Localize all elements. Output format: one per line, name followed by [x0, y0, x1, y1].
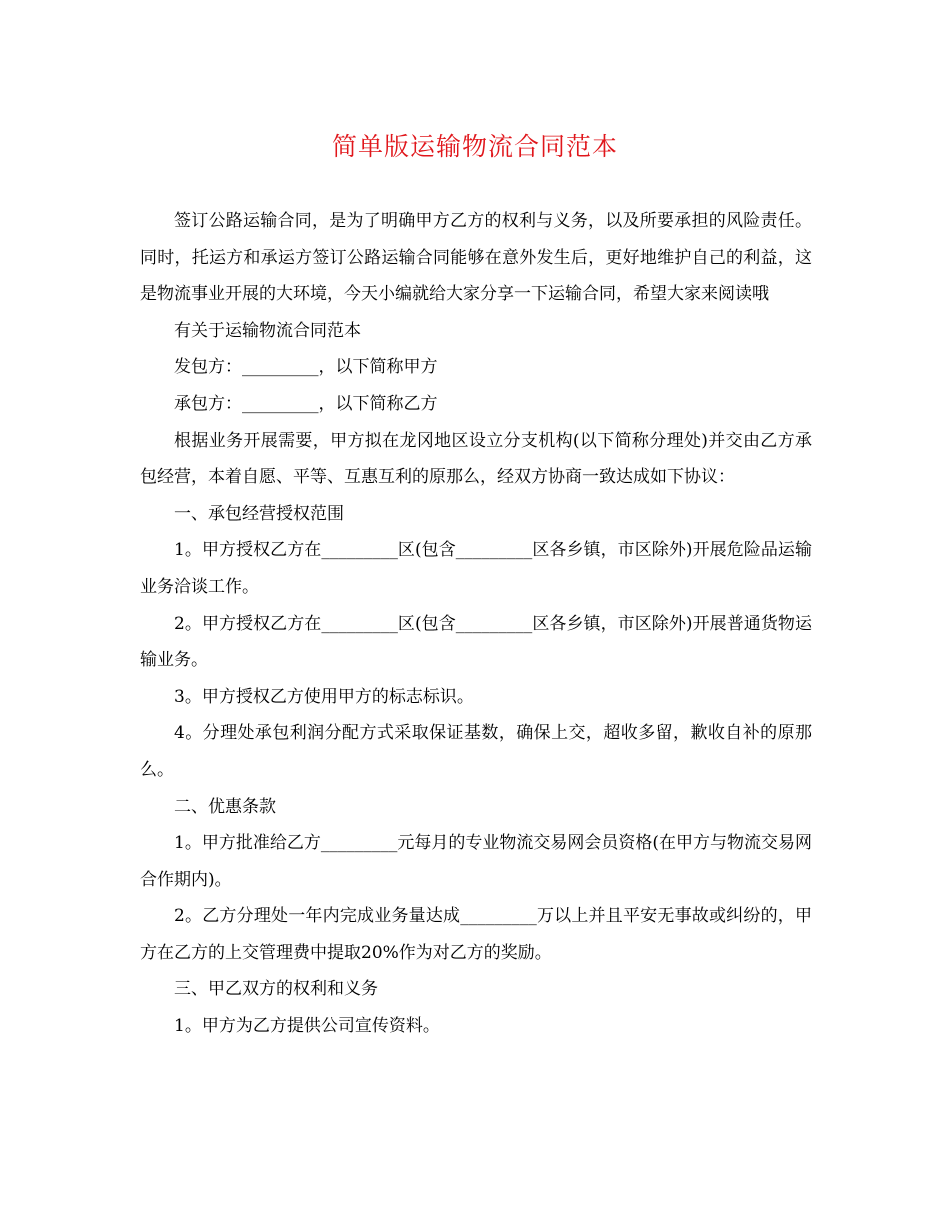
clause-1-2: 2。甲方授权乙方在_________区(包含_________区各乡镇，市区除外)开展普通货物运输业务。: [140, 613, 812, 671]
section-heading-3: 三、甲乙双方的权利和义务: [174, 979, 378, 1000]
section-heading-2: 二、优惠条款: [174, 796, 276, 817]
party-b-line: 承包方：_________，以下简称乙方: [174, 393, 438, 414]
document-title: 简单版运输物流合同范本: [331, 132, 618, 161]
document-body: [140, 203, 812, 1045]
subtitle-line: 有关于运输物流合同范本: [174, 320, 361, 341]
clause-1-3: 3。甲方授权乙方使用甲方的标志标识。: [174, 686, 474, 707]
clause-2-2: 2。乙方分理处一年内完成业务量达成_________万以上并且平安无事故或纠纷的，甲方在乙方的上交管理费中提取20%作为对乙方的奖励。: [140, 906, 812, 963]
clause-1-4: 4。分理处承包利润分配方式采取保证基数，确保上交，超收多留，歉收自补的原那么。: [140, 723, 812, 780]
section-heading-1: 一、承包经营授权范围: [174, 503, 344, 524]
preamble-paragraph: 根据业务开展需要，甲方拟在龙冈地区设立分支机构(以下简称分理处)并交由乙方承包经营，本着自愿、平等、互惠互利的原那么，经双方协商一致达成如下协议：: [140, 430, 812, 488]
party-a-line: 发包方：_________，以下简称甲方: [174, 357, 438, 378]
intro-paragraph: 签订公路运输合同，是为了明确甲方乙方的权利与义务，以及所要承担的风险责任。同时，托运方和承运方签订公路运输合同能够在意外发生后，更好地维护自己的利益，这是物流事业开展的大环境，今天小编就给大家分享一下运输合同，希望大家来阅读哦: [140, 211, 812, 305]
clause-2-1: 1。甲方批准给乙方_________元每月的专业物流交易网会员资格(在甲方与物流交易网合作期内)。: [140, 833, 812, 890]
clause-1-1: 1。甲方授权乙方在_________区(包含_________区各乡镇，市区除外)开展危险品运输业务洽谈工作。: [140, 540, 812, 597]
clause-3-1: 1。甲方为乙方提供公司宣传资料。: [174, 1016, 440, 1037]
